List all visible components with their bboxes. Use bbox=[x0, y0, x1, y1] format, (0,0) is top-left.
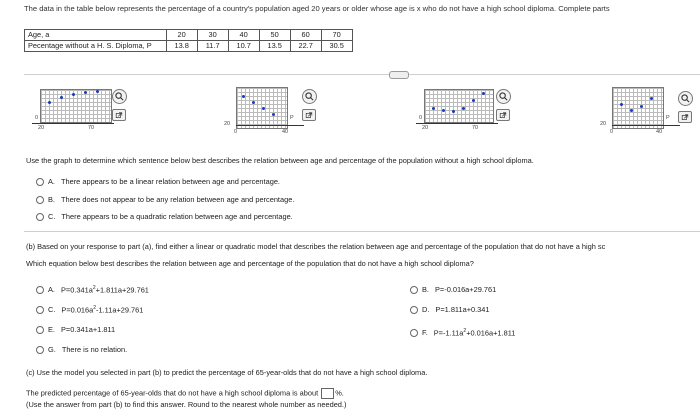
part-c-hint: (Use the answer from part (b) to find this answer. Round to the nearest whole number as needed.) bbox=[26, 400, 347, 409]
data-point bbox=[242, 95, 245, 98]
option-text: There is no relation. bbox=[61, 345, 128, 354]
data-point bbox=[84, 91, 87, 94]
graph-option-1[interactable] bbox=[26, 87, 136, 147]
part-b-option-a[interactable] bbox=[36, 285, 149, 294]
section-divider bbox=[24, 74, 700, 75]
expand-handle[interactable] bbox=[389, 71, 409, 79]
part-b-subquestion: Which equation below best describes the relation between age and percentage of the population that do not have a high school diploma? bbox=[26, 259, 474, 268]
age-cell: 50 bbox=[259, 30, 290, 41]
answer-suffix: %. bbox=[335, 388, 344, 398]
part-c-question: (c) Use the model you selected in part (b) to predict the percentage of 65-year-olds that do not have a high school diploma. bbox=[26, 368, 428, 377]
radio-button[interactable] bbox=[410, 286, 418, 294]
x-tick-label: 0 bbox=[234, 129, 238, 135]
option-text: P=1.811a+0.341 bbox=[435, 305, 490, 314]
part-a-question: Use the graph to determine which sentence below best describes the relation between age and percentage of the population without a high school diploma. bbox=[26, 156, 534, 165]
x-tick-label: 20 bbox=[38, 125, 45, 131]
x-tick-label: 70 bbox=[472, 125, 479, 131]
x-tick-label: 40 bbox=[656, 129, 663, 135]
radio-button[interactable] bbox=[36, 196, 44, 204]
part-b-option-d[interactable] bbox=[410, 305, 490, 314]
x-axis bbox=[32, 123, 114, 124]
option-letter: B. bbox=[48, 195, 55, 204]
option-letter: C. bbox=[48, 212, 56, 221]
percent-cell: 22.7 bbox=[290, 41, 321, 52]
part-b-option-f[interactable] bbox=[410, 328, 515, 337]
x-tick-label: 70 bbox=[88, 125, 95, 131]
part-b-option-b[interactable] bbox=[410, 285, 496, 294]
data-point bbox=[48, 101, 51, 104]
option-text: P=-0.016a+29.761 bbox=[434, 285, 497, 294]
radio-button[interactable] bbox=[36, 213, 44, 221]
percent-cell: 30.5 bbox=[321, 41, 352, 52]
percent-cell: 13.8 bbox=[166, 41, 197, 52]
zoom-icon[interactable] bbox=[496, 89, 511, 104]
graph-plot bbox=[612, 87, 664, 129]
option-text: $P=0.341a^2+1.811a+29.761$ bbox=[60, 285, 149, 295]
option-letter: F. bbox=[422, 328, 428, 338]
radio-button[interactable] bbox=[36, 346, 44, 354]
percent-label: Pecentage without a H. S. Diploma, P bbox=[25, 41, 167, 52]
data-table bbox=[24, 29, 353, 52]
part-b-option-c[interactable] bbox=[36, 305, 143, 314]
zoom-icon[interactable] bbox=[302, 89, 317, 104]
age-cell: 20 bbox=[166, 30, 197, 41]
x-axis bbox=[612, 125, 680, 126]
table-row bbox=[25, 30, 353, 41]
option-letter: E. bbox=[48, 325, 55, 334]
option-letter: A. bbox=[48, 177, 55, 186]
x-tick-label: 40 bbox=[282, 129, 289, 135]
data-point bbox=[262, 107, 265, 110]
data-point bbox=[432, 107, 435, 110]
radio-button[interactable] bbox=[410, 329, 418, 337]
data-point bbox=[96, 90, 99, 93]
age-label: Age, a bbox=[25, 30, 167, 41]
data-point bbox=[462, 107, 465, 110]
x-tick-label: 0 bbox=[610, 129, 614, 135]
option-letter: D. bbox=[422, 305, 430, 314]
part-a-option-a[interactable] bbox=[36, 177, 280, 186]
option-text: There appears to be a quadratic relation between age and percentage. bbox=[61, 212, 293, 221]
x-tick-label: 20 bbox=[422, 125, 429, 131]
open-external-icon[interactable] bbox=[112, 109, 126, 121]
radio-button[interactable] bbox=[410, 306, 418, 314]
data-point bbox=[650, 97, 653, 100]
x-axis bbox=[416, 123, 498, 124]
radio-button[interactable] bbox=[36, 286, 44, 294]
part-b-option-g[interactable] bbox=[36, 345, 127, 354]
percent-cell: 10.7 bbox=[228, 41, 259, 52]
answer-input[interactable] bbox=[321, 388, 334, 399]
option-letter: C. bbox=[48, 305, 56, 315]
option-text: $P=-1.11a^2+0.016a+1.811$ bbox=[433, 328, 516, 338]
age-cell: 30 bbox=[197, 30, 228, 41]
part-a-option-c[interactable] bbox=[36, 212, 293, 221]
data-point bbox=[640, 105, 643, 108]
age-cell: 60 bbox=[290, 30, 321, 41]
data-point bbox=[620, 103, 623, 106]
data-point bbox=[482, 92, 485, 95]
axis-variable-label: P bbox=[666, 115, 670, 121]
data-point bbox=[442, 109, 445, 112]
graph-option-3[interactable] bbox=[410, 87, 520, 147]
answer-prefix: The predicted percentage of 65-year-olds that do not have a high school diploma is about bbox=[26, 388, 319, 398]
y-axis-label: 20 bbox=[600, 121, 607, 127]
y-axis-label: 0 bbox=[419, 115, 423, 121]
option-letter: G. bbox=[48, 345, 56, 354]
radio-button[interactable] bbox=[36, 326, 44, 334]
option-text: $P=0.016a^2-1.11a+29.761$ bbox=[61, 305, 144, 315]
part-b-option-e[interactable] bbox=[36, 325, 115, 334]
open-external-icon[interactable] bbox=[496, 109, 510, 121]
y-axis-label: 0 bbox=[35, 115, 39, 121]
data-point bbox=[60, 96, 63, 99]
x-axis bbox=[236, 125, 304, 126]
part-b-question: (b) Based on your response to part (a), find either a linear or quadratic model that describes the relation between age and percentage of the population that do not have a high sc bbox=[26, 242, 606, 251]
zoom-icon[interactable] bbox=[678, 91, 693, 106]
graph-plot bbox=[40, 89, 112, 123]
zoom-icon[interactable] bbox=[112, 89, 127, 104]
percent-cell: 11.7 bbox=[197, 41, 228, 52]
option-letter: A. bbox=[48, 285, 55, 295]
data-point bbox=[472, 99, 475, 102]
age-cell: 70 bbox=[321, 30, 352, 41]
option-text: There does not appear to be any relation between age and percentage. bbox=[60, 195, 295, 204]
part-c-answer-line bbox=[26, 388, 344, 399]
option-letter: B. bbox=[422, 285, 429, 294]
age-cell: 40 bbox=[228, 30, 259, 41]
radio-button[interactable] bbox=[36, 306, 44, 314]
option-text: There appears to be a linear relation between age and percentage. bbox=[60, 177, 280, 186]
data-point bbox=[630, 109, 633, 112]
y-axis-label: 20 bbox=[224, 121, 231, 127]
option-text: P=0.341a+1.811 bbox=[60, 325, 116, 334]
part-a-option-b[interactable] bbox=[36, 195, 294, 204]
data-point bbox=[72, 93, 75, 96]
graph-option-4[interactable] bbox=[598, 87, 700, 147]
open-external-icon[interactable] bbox=[678, 111, 692, 123]
intro-text: The data in the table below represents the percentage of a country's population aged 20 years or older whose age is x who do not have a high school diploma. Complete parts bbox=[24, 4, 610, 13]
radio-button[interactable] bbox=[36, 178, 44, 186]
data-point bbox=[252, 101, 255, 104]
table-row bbox=[25, 41, 353, 52]
data-point bbox=[272, 113, 275, 116]
open-external-icon[interactable] bbox=[302, 109, 316, 121]
percent-cell: 13.5 bbox=[259, 41, 290, 52]
axis-variable-label: P bbox=[290, 115, 294, 121]
data-point bbox=[452, 110, 455, 113]
section-divider bbox=[24, 231, 700, 232]
graph-option-2[interactable] bbox=[222, 87, 332, 147]
